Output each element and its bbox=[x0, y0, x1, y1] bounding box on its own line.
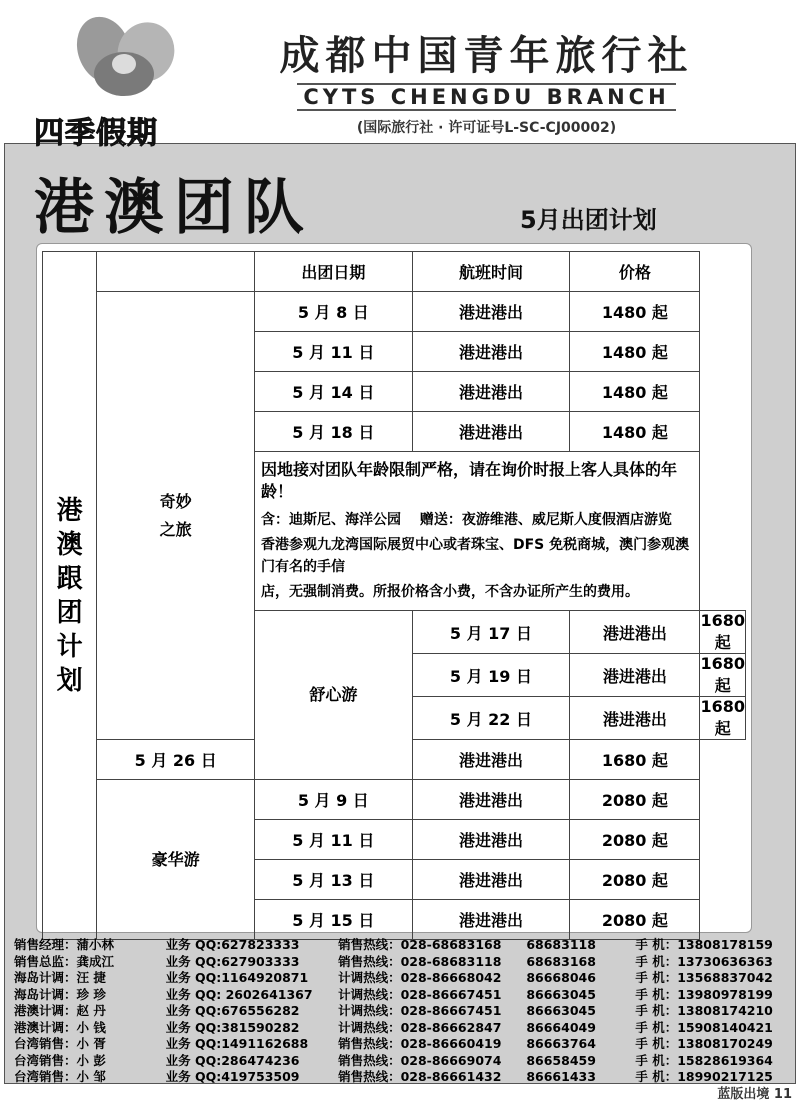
contact-hotline: 计调热线：028-86662847 bbox=[338, 1019, 502, 1035]
contact-role: 台湾销售：小 邹 bbox=[14, 1069, 106, 1084]
flower-logo-icon bbox=[64, 12, 184, 102]
contact-role: 销售总监：龚成江 bbox=[14, 953, 115, 969]
price: 1480 起 bbox=[570, 332, 700, 372]
page-footer: 蓝版出境 11 bbox=[717, 1087, 792, 1100]
logo-text: 四季假期 bbox=[34, 116, 158, 151]
contact-mobile: 手 机：15828619364 bbox=[635, 1052, 773, 1068]
departure-date: 5 月 19 日 bbox=[412, 654, 570, 697]
price: 1680 起 bbox=[700, 697, 745, 738]
flight-time: 港进港出 bbox=[412, 900, 570, 940]
price: 1680 起 bbox=[570, 740, 700, 780]
trip-info bbox=[255, 452, 700, 611]
flight-time: 港进港出 bbox=[412, 780, 570, 820]
price: 2080 起 bbox=[570, 820, 700, 860]
contact-qq: 业务 QQ:627903333 bbox=[165, 953, 300, 969]
trip-warning: 因地接对团队年龄限制严格，请在询价时报上客人具体的年龄！ bbox=[261, 460, 678, 501]
departure-date: 5 月 17 日 bbox=[412, 611, 570, 654]
departure-date: 5 月 13 日 bbox=[255, 860, 413, 900]
contact-hotline: 计调热线：028-86667451 bbox=[338, 1003, 502, 1018]
trip-includes: 含：迪斯尼、海洋公园 赠送：夜游维港、威尼斯人度假酒店游览 bbox=[261, 512, 672, 528]
contact-row bbox=[14, 987, 784, 1004]
departure-date: 5 月 11 日 bbox=[255, 332, 413, 372]
departure-date: 5 月 11 日 bbox=[255, 820, 413, 860]
contact-hotline-alt: 86661433 bbox=[526, 1069, 596, 1084]
contact-qq: 业务 QQ:419753509 bbox=[165, 1069, 300, 1084]
trip-note-2: 店，无强制消费。所报价格含小费，不含办证所产生的费用。 bbox=[261, 584, 639, 600]
contact-hotline: 计调热线：028-86667451 bbox=[338, 986, 502, 1002]
departure-date: 5 月 15 日 bbox=[255, 900, 413, 940]
contact-row bbox=[14, 1069, 784, 1086]
price: 1680 起 bbox=[700, 654, 745, 695]
contact-role: 海岛计调：珍 珍 bbox=[14, 986, 106, 1002]
contact-hotline-alt: 86663045 bbox=[526, 1003, 596, 1018]
table-header-row bbox=[43, 252, 746, 292]
header-blank bbox=[97, 252, 255, 292]
departure-date: 5 月 22 日 bbox=[412, 697, 570, 740]
contact-hotline-alt: 86663764 bbox=[526, 1036, 596, 1051]
contact-qq: 业务 QQ: 2602641367 bbox=[165, 986, 313, 1002]
contact-role: 港澳计调：赵 丹 bbox=[14, 1003, 106, 1018]
flight-time: 港进港出 bbox=[570, 654, 700, 697]
contact-row bbox=[14, 1036, 784, 1053]
table-row bbox=[43, 780, 746, 820]
company-logo bbox=[24, 12, 194, 151]
price: 2080 起 bbox=[570, 780, 700, 820]
price: 1480 起 bbox=[570, 292, 700, 332]
contact-role: 台湾销售：小 胥 bbox=[14, 1036, 106, 1051]
group-name: 舒心游 bbox=[255, 611, 413, 780]
contact-mobile: 手 机：13980978199 bbox=[635, 986, 773, 1002]
contact-hotline: 销售热线：028-68683118 bbox=[338, 953, 502, 969]
contact-role: 台湾销售：小 彭 bbox=[14, 1052, 106, 1068]
column-header: 价格 bbox=[570, 252, 700, 292]
price: 1680 起 bbox=[700, 611, 745, 652]
company-name-cn: 成都中国青年旅行社 bbox=[279, 33, 694, 79]
price: 1480 起 bbox=[570, 372, 700, 412]
price: 1480 起 bbox=[570, 412, 700, 452]
contact-hotline: 销售热线：028-86660419 bbox=[338, 1036, 502, 1051]
flight-time: 港进港出 bbox=[412, 332, 570, 372]
contact-hotline-alt: 86658459 bbox=[526, 1052, 596, 1068]
contact-hotline-alt: 68683118 bbox=[526, 937, 596, 952]
contact-role: 港澳计调：小 钱 bbox=[14, 1019, 106, 1035]
contact-hotline: 计调热线：028-86668042 bbox=[338, 970, 502, 985]
contact-qq: 业务 QQ:286474236 bbox=[165, 1052, 300, 1068]
contact-hotline-alt: 86663045 bbox=[526, 986, 596, 1002]
contact-qq: 业务 QQ:627823333 bbox=[165, 937, 300, 952]
contact-row bbox=[14, 1053, 784, 1070]
contact-qq: 业务 QQ:676556282 bbox=[165, 1003, 300, 1018]
contact-mobile: 手 机：13808170249 bbox=[635, 1036, 773, 1051]
contact-row bbox=[14, 1003, 784, 1020]
contact-hotline: 销售热线：028-68683168 bbox=[338, 937, 502, 952]
flight-time: 港进港出 bbox=[570, 611, 700, 654]
side-label: 港 澳 跟 团 计 划 bbox=[43, 252, 97, 940]
trip-note-1: 香港参观九龙湾国际展贸中心或者珠宝、DFS 免税商城，澳门参观澳门有名的手信 bbox=[261, 537, 690, 575]
contact-hotline: 销售热线：028-86669074 bbox=[338, 1052, 502, 1068]
departure-date: 5 月 14 日 bbox=[255, 372, 413, 412]
contact-hotline-alt: 86668046 bbox=[526, 970, 596, 985]
license-number: (国际旅行社 · 许可证号L-SC-CJ00002) bbox=[356, 120, 617, 136]
departure-date: 5 月 8 日 bbox=[255, 292, 413, 332]
contact-qq: 业务 QQ:1491162688 bbox=[165, 1036, 309, 1051]
contact-qq: 业务 QQ:381590282 bbox=[165, 1019, 300, 1035]
contacts-list bbox=[14, 937, 784, 1086]
contact-mobile: 手 机：13808174210 bbox=[635, 1003, 773, 1018]
contact-mobile: 手 机：13568837042 bbox=[635, 970, 773, 985]
column-header: 出团日期 bbox=[255, 252, 413, 292]
flight-time: 港进港出 bbox=[412, 740, 570, 780]
contact-row bbox=[14, 970, 784, 987]
flight-time: 港进港出 bbox=[412, 412, 570, 452]
contact-mobile: 手 机：13808178159 bbox=[635, 937, 773, 952]
table-row bbox=[43, 292, 746, 332]
price: 2080 起 bbox=[570, 860, 700, 900]
group-name: 奇妙 之旅 bbox=[97, 292, 255, 740]
price: 2080 起 bbox=[570, 900, 700, 940]
contact-role: 海岛计调：汪 捷 bbox=[14, 970, 106, 985]
contact-qq: 业务 QQ:1164920871 bbox=[165, 970, 309, 985]
flight-time: 港进港出 bbox=[412, 292, 570, 332]
group-name: 豪华游 bbox=[97, 780, 255, 940]
flight-time: 港进港出 bbox=[570, 697, 700, 740]
page-title: 港澳团队 bbox=[34, 173, 314, 243]
flight-time: 港进港出 bbox=[412, 820, 570, 860]
contact-role: 销售经理：蒲小林 bbox=[14, 937, 115, 952]
contact-row bbox=[14, 937, 784, 954]
flight-time: 港进港出 bbox=[412, 372, 570, 412]
contact-row bbox=[14, 1020, 784, 1037]
page-subtitle: 5月出团计划 bbox=[520, 206, 657, 234]
column-header: 航班时间 bbox=[412, 252, 570, 292]
company-brand bbox=[214, 24, 759, 137]
contact-mobile: 手 机：13730636363 bbox=[635, 953, 773, 969]
contact-mobile: 手 机：15908140421 bbox=[635, 1019, 773, 1035]
company-name-en: CYTS CHENGDU BRANCH bbox=[297, 83, 675, 111]
contact-hotline: 销售热线：028-86661432 bbox=[338, 1069, 502, 1084]
flight-time: 港进港出 bbox=[412, 860, 570, 900]
contact-hotline-alt: 86664049 bbox=[526, 1019, 596, 1035]
contact-hotline-alt: 68683168 bbox=[526, 953, 596, 969]
departure-date: 5 月 26 日 bbox=[97, 740, 255, 780]
departure-date: 5 月 9 日 bbox=[255, 780, 413, 820]
departure-date: 5 月 18 日 bbox=[255, 412, 413, 452]
contact-row bbox=[14, 954, 784, 971]
schedule-table bbox=[42, 251, 746, 940]
header bbox=[4, 4, 796, 151]
contact-mobile: 手 机：18990217125 bbox=[635, 1069, 773, 1084]
